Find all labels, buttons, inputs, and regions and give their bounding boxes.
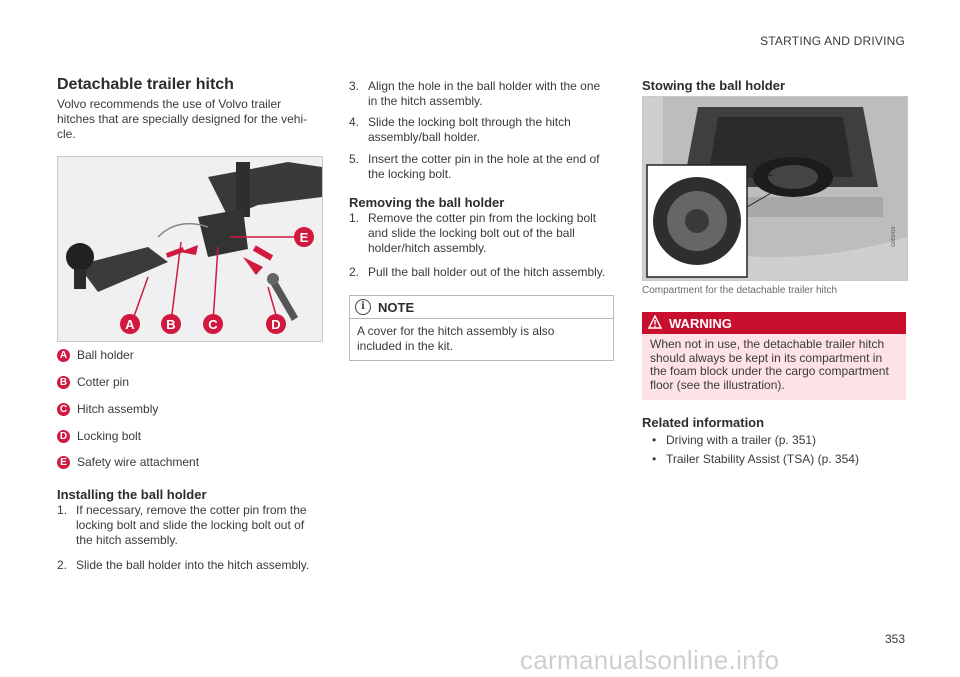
step-line: in the hitch assembly. (368, 94, 483, 108)
warning-line: the foam block under the cargo compartment (650, 364, 889, 378)
note-line: included in the kit. (357, 339, 454, 353)
step-line: the hitch assembly. (76, 533, 178, 547)
step-line: Remove the cotter pin from the locking bolt (368, 211, 597, 225)
bullet-icon: • (652, 452, 657, 466)
legend-label: Ball holder (77, 348, 134, 362)
note-title: NOTE (378, 300, 415, 315)
intro-paragraph (57, 97, 319, 142)
legend-label: Locking bolt (77, 429, 142, 443)
trailer-hitch-illustration (57, 156, 323, 342)
legend-label: Cotter pin (77, 375, 130, 389)
step-line: holder/hitch assembly. (368, 241, 487, 255)
legend-badge: E (57, 456, 70, 469)
callout-c: C (203, 314, 223, 334)
warning-line: When not in use, the detachable trailer hitch (650, 337, 885, 351)
callout-d: D (266, 314, 286, 334)
legend-item (57, 375, 129, 389)
note-header (350, 296, 613, 319)
step-line: and slide the locking bolt out of the ball (368, 226, 575, 240)
step-number: 1. (57, 503, 68, 517)
legend-item (57, 348, 134, 362)
bullet-icon: • (652, 433, 657, 447)
stowing-heading: Stowing the ball holder (642, 78, 785, 93)
step-number: 5. (349, 152, 360, 166)
warning-header (642, 312, 906, 334)
install-step (57, 558, 322, 573)
page-title: Detachable trailer hitch (57, 76, 234, 93)
page-number: 353 (884, 632, 905, 646)
legend-item (57, 402, 158, 416)
note-line: A cover for the hitch assembly is also (357, 324, 555, 338)
warning-triangle-icon (648, 315, 662, 329)
legend-label: Safety wire attachment (77, 455, 200, 469)
note-text (357, 324, 602, 354)
step-number: 2. (349, 265, 360, 279)
step-number: 3. (349, 79, 360, 93)
callout-b: B (161, 314, 181, 334)
intro-line: cle. (57, 127, 76, 141)
warning-title: WARNING (669, 316, 732, 331)
related-link-label[interactable]: Trailer Stability Assist (TSA) (p. 354) (666, 452, 859, 466)
legend-label: Hitch assembly (77, 402, 159, 416)
install-step (349, 152, 614, 182)
warning-body (642, 334, 906, 400)
install-step (349, 79, 614, 109)
step-line: Align the hole in the ball holder with the one (368, 79, 601, 93)
install-step (349, 115, 614, 145)
legend-item (57, 455, 199, 469)
hitch-drawing (58, 157, 322, 341)
figure-caption: Compartment for the detachable trailer hitch (642, 285, 838, 296)
warning-text (650, 338, 900, 392)
step-line: the locking bolt. (368, 167, 452, 181)
remove-step (349, 265, 614, 280)
related-link-label[interactable]: Driving with a trailer (p. 351) (666, 433, 817, 447)
cargo-drawing (643, 97, 907, 280)
step-line: Slide the locking bolt through the hitch (368, 115, 571, 129)
legend-badge: A (57, 349, 70, 362)
intro-line: Volvo recommends the use of Volvo trailer (57, 97, 282, 111)
watermark: carmanualsonline.info (520, 645, 780, 675)
removing-heading: Removing the ball holder (349, 195, 505, 210)
step-line: Slide the ball holder into the hitch assembly. (76, 558, 310, 572)
warning-line: floor (see the illustration). (650, 377, 785, 392)
install-step (57, 503, 322, 548)
callout-e: E (294, 227, 314, 247)
note-box (349, 295, 614, 361)
section-header: STARTING AND DRIVING (760, 34, 905, 48)
callout-a: A (120, 314, 140, 334)
legend-badge: D (57, 430, 70, 443)
figure-code: G055419 (891, 226, 897, 247)
related-heading: Related information (642, 415, 765, 430)
intro-line: hitches that are specially designed for the vehi- (57, 112, 308, 126)
legend-badge: C (57, 403, 70, 416)
step-line: assembly/ball holder. (368, 130, 481, 144)
step-line: Insert the cotter pin in the hole at the end of (368, 152, 600, 166)
step-number: 2. (57, 558, 68, 572)
step-number: 4. (349, 115, 360, 129)
step-number: 1. (349, 211, 360, 225)
remove-step (349, 211, 614, 256)
cargo-compartment-illustration (642, 96, 908, 281)
info-icon: i (355, 299, 371, 315)
step-line: Pull the ball holder out of the hitch assembly. (368, 265, 606, 279)
warning-line: should always be kept in its compartment in (650, 350, 883, 365)
legend-badge: B (57, 376, 70, 389)
step-line: locking bolt and slide the locking bolt out of (76, 518, 305, 532)
step-line: If necessary, remove the cotter pin from the (76, 503, 307, 517)
installing-heading: Installing the ball holder (57, 487, 207, 502)
legend-item (57, 429, 141, 443)
